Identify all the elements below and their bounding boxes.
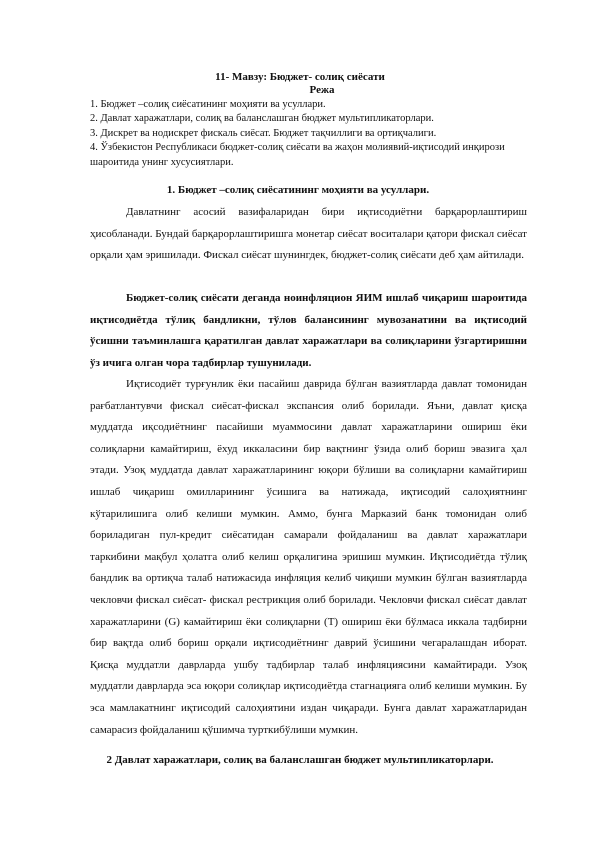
plan-item-3: 3. Дискрет ва нодискрет фискаль сиёсат. Бюджет тақчиллиги ва ортиқчалиги. [90,127,437,139]
plan-item-2: 2. Давлат харажатлари, солиқ ва баланслашган бюджет мультипликаторлари. [90,113,434,125]
paragraph-1: Давлатнинг асосий вазифаларидан бири иқтисодиётни барқарорлаштириш ҳисобланади. Бундай барқарорлаштиришга монетар сиёсат воситалари қатори фискал сиёсат орқали ҳам эришилади. Фискал сиёсат шунингдек, бюджет-солиқ сиёсати деб ҳам айтилади. [90,206,527,262]
plan-item-4: 4. Ўзбекистон Республикаси бюджет-солиқ сиёсати ва жаҳон молиявий-иқтисодий инқирози шароитида унинг хусусиятлари. [90,142,505,168]
plan-list [90,98,530,170]
paragraph-2-definition: Бюджет-солиқ сиёсати деганда ноинфляцион ЯИМ ишлаб чиқариш шароитида иқтисодиётда тўлиқ бандликни, тўлов балансининг мувозанатини ва иқтисодий ўсишни таъминлашга қаратилган давлат харажатлари ва солиқларини ўзгартиришни ўз ичига олган чора тадбирлар тушунилади. [90,292,527,369]
section-2-heading: 2 Давлат харажатлари, солиқ ва баланслашган бюджет мультипликаторлари. [106,754,494,766]
document-title: 11- Мавзу: Бюджет- солиқ сиёсати [215,71,385,83]
plan-label: Режа [309,84,335,96]
section-1-heading: 1. Бюджет –солиқ сиёсатининг моҳияти ва усуллари. [166,184,430,196]
plan-item-1: 1. Бюджет –солиқ сиёсатининг моҳияти ва усуллари. [90,99,326,110]
paragraph-3: Иқтисодиёт турғунлик ёки пасайиш даврида бўлган вазиятларда давлат томонидан рағбатлантувчи фискал сиёсат-фискал экспансия олиб борилади. Яъни, давлат қисқа муддатда иқсодиётнинг пасайиши муаммосини давлат харажатларини ошириш ёки солиқларни камайтириш, ёхуд иккаласини бир вақтнинг ўзида олиб бориш эвазига ҳал этади. Узоқ муддатда давлат харажатларининг юқори бўлиши ва солиқларни камайтириш ишлаб чиқариш омилларининг ўсишига ва натижада, иқтисодий салоҳиятнинг кўтарилишига олиб келиши мумкин. Аммо, бунга Марказий банк томонидан олиб бориладиган пул-кредит сиёсатидан самарали фойдаланиш ва давлат харажатлари таркибини мақбул ҳолатга олиб келиш орқалигина эришиш мумкин. Иқтисодиётда тўлиқ бандлик ва ортиқча талаб натижасида инфляция келиб чиқиши мумкин бўлган вазиятларда чекловчи фискал сиёсат- фискал рестрикция олиб борилади. Чекловчи фискал сиёсат давлат харажатларини (G) камайтириш ёки солиқларни (T) ошириш ёки бўлмаса иккала тадбирни бир вақтда олиб бориш орқали иқтисодиётнинг даврий ўсишини чегаралашдан иборат. Қисқа муддатли даврларда ушбу тадбирлар талаб инфляциясини камайтиради. Узоқ муддатли даврларда эса юқори солиқлар иқтисодиётда стагнацияга олиб келиши мумкин. Бу эса мамлакатнинг иқтисодий салоҳиятини издан чиқаради. Бунга давлат харажатларидан самарасиз фойдаланиш қўшимча турткибўлиши мумкин. [90,378,527,736]
